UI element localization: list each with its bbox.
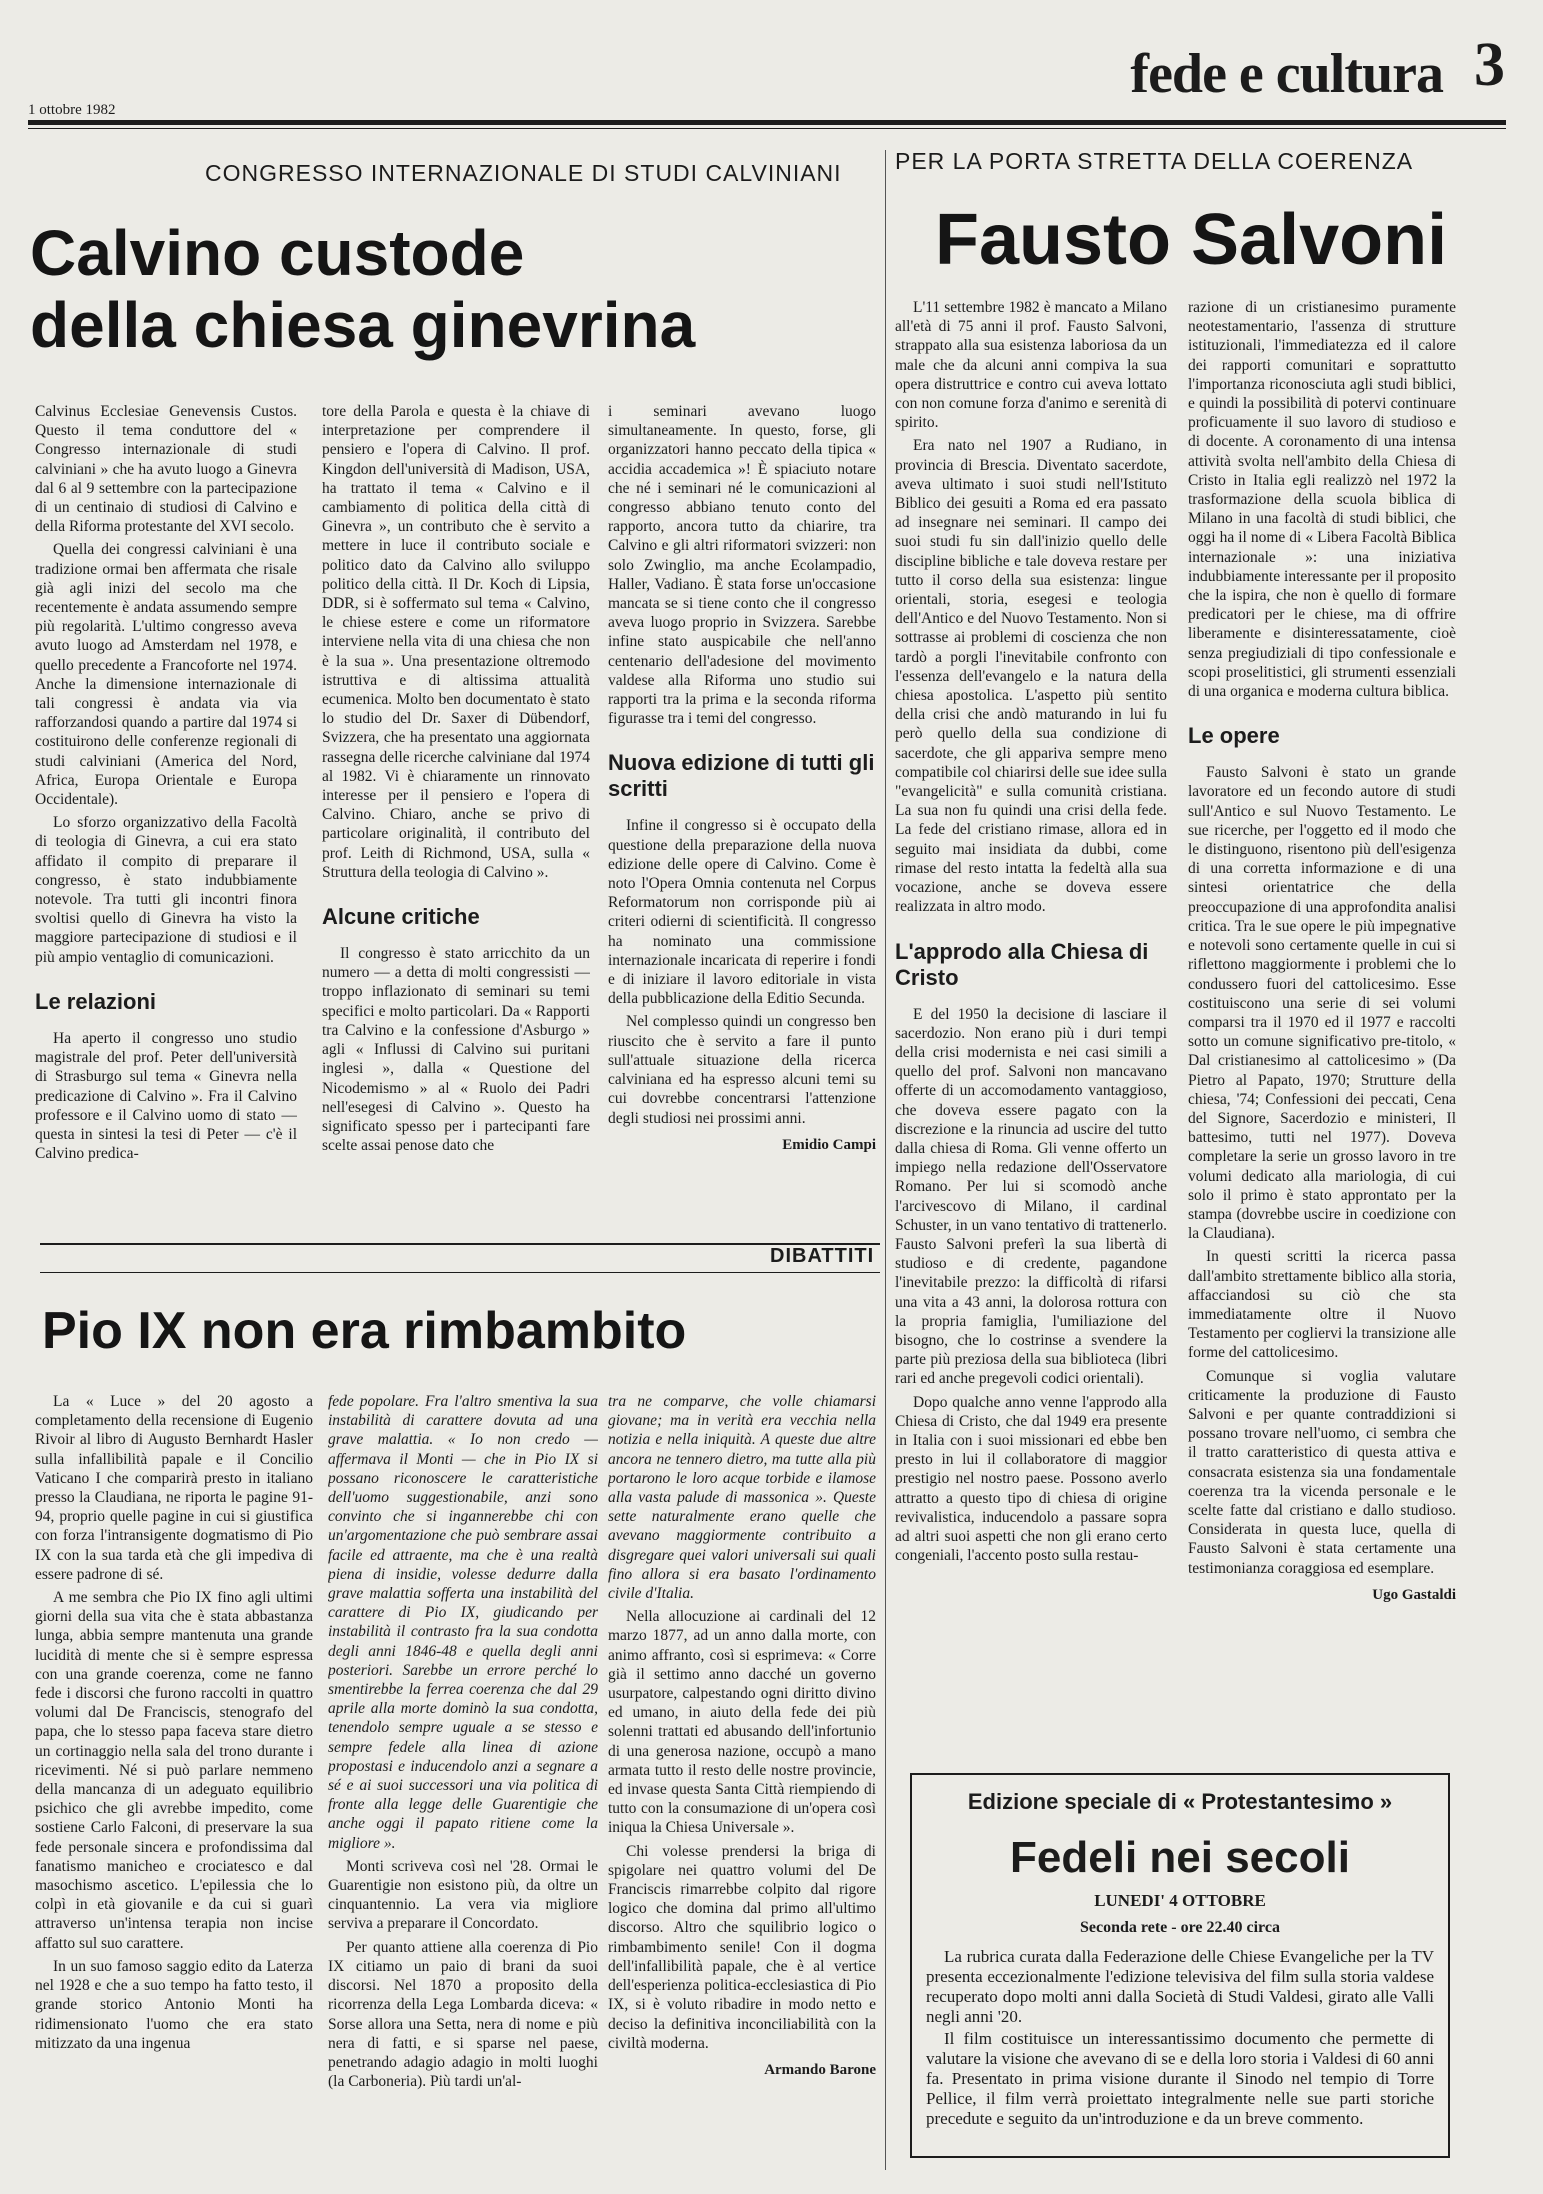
pio-c3-p2: Nella allocuzione ai cardinali del 12 marzo 1877, ad un anno dalla morte, con animo affranto, così si esprimeva: « Corre già il settimo anno dacché un governo usurpatore, calpestando ogni diritto divino ed umano, in aiuto della fede dei più solenni trattati ed abusando dell'infortunio di una generosa nazione, occupò a mano armata tutto il resto delle nostre provincie, ed invase questa Santa Città riempiendo di tutto con la consumazione di un'opera così iniqua la Chiesa Universale ». xyxy=(608,1608,876,1837)
kicker-salvoni: PER LA PORTA STRETTA DELLA COERENZA xyxy=(895,148,1414,174)
debate-tag: DIBATTITI xyxy=(770,1245,875,1267)
salvoni-c2-p3: In questi scritti la ricerca passa dall'ambito strettamente biblico alla storia, affacciandosi su ciò che sta immediatamente oltre il Nuovo Testamento per cogliervi la transizione alle forme del cattolicesimo. xyxy=(1188,1248,1456,1362)
debate-rule xyxy=(40,1243,880,1245)
calvino-c1-p2: Quella dei congressi calviniani è una tradizione ormai ben affermata che risale già agli inizi del secolo ma che recentemente è andata assumendo sempre più regolarità. L'ultimo congresso aveva avuto luogo ad Amsterdam nel 1978, e quello precedente a Francoforte nel 1974. Anche la dimensione internazionale di tali congressi è andata via via rafforzandosi quando a partire dal 1974 si costituirono delle conferenze regionali di studi calviniani (America del Nord, Africa, Europa Orientale e Europa Occidentale). xyxy=(35,541,297,809)
subhead-approdo: L'approdo alla Chiesa di Cristo xyxy=(895,938,1149,990)
salvoni-c1-p2: Era nato nel 1907 a Rudiano, in provincia di Brescia. Diventato sacerdote, aveva ultimato i suoi studi nell'Istituto Biblico dei gesuiti a Roma ed era passato ad insegnare nei seminari. Il campo dei suoi studi fu sin dall'inizio quello delle discipline bibliche e tale doveva restare per tutto il corso della sua esistenza: lingue orientali, storia, esegesi e teologia dell'Antico e del Nuovo Testamento. Non si sottrasse ai problemi di coscienza che non tardò a porgli l'inevitabile confronto con l'essenza dell'evangelo e la natura della chiesa apostolica. L'aspetto più sentito della crisi che andò maturando in lui fu però quello della sua condizione di sacerdote, che gli appariva sempre meno compatibile col chiarirsi delle sue idee sulla "evangelicità" e sulla comunità cristiana. La sua non fu quindi una crisi della fede. La fede del cristiano rimase, allora ed in seguito mai insidiata da dubbi, come rimase del resto intatta la fedeltà alla sua vocazione, anche se doveva essere realizzata in altro modo. xyxy=(895,437,1167,916)
calvino-c3-p1: i seminari avevano luogo simultaneamente. In questo, forse, gli organizzatori hanno peccato della tipica « accidia accademica »! È spiaciuto notare che né i seminari né le comunicazioni al congresso abbiano tenuto conto del rapporto, ancora tutto da chiarire, tra Calvino e gli altri riformatori svizzeri: non solo Zwinglio, ma anche Ecolampadio, Haller, Vadiano. È stata forse un'occasione mancata se si tiene conto che il congresso aveva luogo proprio in Svizzera. Sarebbe infine stato auspicabile che nell'anno centenario dell'adesione del movimento valdese alla Riforma uno studio sui rapporti tra la prima e la seconda riforma figurasse tra i temi del congresso. xyxy=(608,403,876,728)
masthead-rule xyxy=(28,120,1506,125)
signature-barone: Armando Barone xyxy=(764,2061,876,2078)
pio-c1-p1: La « Luce » del 20 agosto a completamento della recensione di Eugenio Rivoir al libro di Augusto Bernhardt Hasler sulla infallibilità papale e il Concilio Vaticano I che comparirà presto in italiano presso la Claudiana, ne riporta le pagine 91-94, proprio quelle pagine in cui si giustifica con forza l'intransigente dogmatismo di Pio IX con la sua tarda età che gli impediva di essere padrone di sé. xyxy=(35,1393,313,1583)
tv-box-title: Fedeli nei secoli xyxy=(1010,1833,1350,1882)
pio-c2-p2: Monti scriveva così nel '28. Ormai le Guarentigie non esistono più, da oltre un cinquantennio. La vera via migliore serviva a preparare il Concordato. xyxy=(328,1857,598,1933)
subhead-critiche: Alcune critiche xyxy=(322,904,480,930)
tv-announcement-box xyxy=(910,1773,1450,2158)
calvino-c2-p2: Il congresso è stato arricchito da un numero — a detta di molti congressisti — troppo inflazionato di seminari su temi specifici e molto particolari. Da « Rapporti tra Calvino e la confessione d'Asburgo » agli « Influssi di Calvino sui puritani inglesi », dalla « Questione del Nicodemismo » al « Ruolo dei Padri nell'esegesi di Calvino ». Questo ha significato spesso per i partecipanti fare scelte assai penose dato che xyxy=(322,945,590,1155)
pio-c2-p3: Per quanto attiene alla coerenza di Pio IX citiamo un paio di brani da suoi discorsi. Nel 1870 a proposito della ricorrenza della Lega Lombarda diceva: « Sorse allora una Setta, nera di nome e più nera di fatti, e si sparse nel paese, penetrando adagio adagio in molti luoghi (la Carboneria). Più tardi un'al- xyxy=(328,1938,598,2091)
salvoni-c1-p4: Dopo qualche anno venne l'approdo alla Chiesa di Cristo, che dal 1949 era presente in Italia con i suoi missionari ed ebbe ben presto in lui il collaboratore di maggior prestigio nel nostro paese. Possono averlo attratto a questo tipo di chiesa di origine revivalistica, inducendolo a passare sopra ad altri suoi aspetti che non gli erano certo congeniali, l'accento posto sulla restau- xyxy=(895,1393,1167,1565)
salvoni-c2-p4: Comunque si voglia valutare criticamente la produzione di Fausto Salvoni e per quante contraddizioni si possano trovare nell'uomo, ci sembra che il tratto caratteristico di questa attiva e consacrata esistenza sia una fondamentale coerenza tra la vicenda personale e le scelte fatte dal cristiano e dallo studioso. Considerata in questa luce, quella di Fausto Salvoni è stata certamente una testimonianza coraggiosa ed esemplare. xyxy=(1188,1367,1456,1577)
tv-box-p1: La rubrica curata dalla Federazione delle Chiese Evangeliche per la TV presenta eccezionalmente l'edizione televisiva del film sulla storia valdese recuperato dopo molti anni dalla Società di Studi Valdesi, girato alle Valli negli anni '20. xyxy=(926,1947,1434,2026)
calvino-c1-p4: Ha aperto il congresso uno studio magistrale del prof. Peter dell'università di Strasburgo sul tema « Ginevra nella predicazione di Calvino ». Fra il Calvino professore e il Calvino uomo di stato — questa in sintesi la tesi di Peter — c'è il Calvino predica- xyxy=(35,1029,297,1163)
calvino-c1-p3: Lo sforzo organizzativo della Facoltà di teologia di Ginevra, a cui era stato affidato il compito di preparare il congresso, è stato indubbiamente notevole. Tra tutti gli incontri finora svoltisi quello di Ginevra ha visto la maggiore partecipazione di studiosi e il più ampio ventaglio di comunicazioni. xyxy=(35,814,297,966)
salvoni-c1-p3: E del 1950 la decisione di lasciare il sacerdozio. Non erano più i duri tempi della crisi modernista e nei casi simili a quello del prof. Salvoni non mancavano offerte di un accomodamento vantaggioso, che doveva essere pagato con la discrezione e la rinuncia ad uscire del tutto dalla chiesa di Roma. Gli venne offerto un impiego nella redazione dell'Osservatore Romano. Per lui si scomodò anche l'arcivescovo di Milano, il cardinal Schuster, in un vano tentativo di trattenerlo. Fausto Salvoni preferì la sua libertà di studioso e di credente, pagandone l'inevitabile prezzo: la difficoltà di rifarsi una vita a 43 anni, la dolorosa rottura con la propria famiglia, l'umiliazione del bisogno, che lo costrinse a svendere la parte più preziosa della sua biblioteca (libri rari ed anche pregevoli codici orientali). xyxy=(895,1005,1167,1388)
subhead-edizione: Nuova edizione di tutti gli scritti xyxy=(608,750,875,802)
kicker-calvino: CONGRESSO INTERNAZIONALE DI STUDI CALVINIANI xyxy=(205,160,842,186)
pio-c3-p1 xyxy=(608,1392,876,1603)
headline-salvoni: Fausto Salvoni xyxy=(935,200,1448,280)
pio-c2-p1 xyxy=(328,1392,598,1853)
pio-c1-p2: A me sembra che Pio IX fino agli ultimi giorni della sua vita che è stata abbastanza lunga, abbia sempre mantenuta una grande lucidità di mente che si è sempre espressa con una grande coerenza, come ne fanno fede i discorsi che furono raccolti in quattro volumi dal De Franciscis, stenografo del papa, che lo stesso papa faceva stare dietro un cortinaggio nella sala del trono durante i ricevimenti. Né si può parlare nemmeno della mancanza di un adeguato equilibrio psichico che gli avrebbe impedito, come sostiene Carlo Falconi, di preservare la sua fede personale sincera e profondissima dal fanatismo manicheo e crociatesco e dal masochismo ascetico. L'epilessia che lo colpì in età giovanile e da cui si guarì attraverso un'intensa terapia non incise affatto sul suo carattere. xyxy=(35,1589,313,1952)
tv-box-p2: Il film costituisce un interessantissimo documento che permette di valutare la visione che avevano di se e della loro storia i Valdesi di 60 anni fa. Presentato in prima visione durante il Sinodo nel tempio di Torre Pellice, il film verrà proiettato integralmente nelle sue parti storiche precedute e seguito da un'introduzione e da un breve commento. xyxy=(926,2029,1434,2128)
issue-date: 1 ottobre 1982 xyxy=(28,102,116,118)
pio-c3-p3: Chi volesse prendersi la briga di spigolare nei quattro volumi del De Franciscis rimarrebbe colpito dal rigore logico che domina dal primo all'ultimo discorso. Altro che squilibrio logico o rimbambimento senile! Con il dogma dell'infallibilità papale, che è al vertice dell'esperienza politica-ecclesiastica di Pio IX, si è voluto ribadire in modo netto e deciso la definitiva inconciliabilità con la civiltà moderna. xyxy=(608,1842,876,2052)
headline-calvino xyxy=(30,218,695,361)
salvoni-c1-p1: L'11 settembre 1982 è mancato a Milano all'età di 75 anni il prof. Fausto Salvoni, strappato alla sua esistenza laboriosa da un male che da alcuni anni compiva la sua opera distruttrice e contro cui aveva lottato con non comune forza d'animo e serenità di spirito. xyxy=(895,299,1167,432)
tv-box-header: Edizione speciale di « Protestantesimo » xyxy=(967,1789,1393,1814)
salvoni-c2-p1: razione di un cristianesimo puramente neotestamentario, l'assenza di strutture istituzionali, l'immediatezza ed il calore dei rapporti comunitari e soprattutto l'importanza riconosciuta agli studi biblici, e quindi la possibilità di potervi continuare proficuamente il suo lavoro di studioso e di docente. A coronamento di una intensa attività svolta nell'ambito della Chiesa di Cristo in Italia egli realizzò nel 1972 la trasformazione della scuola biblica di Milano in una facoltà di studi biblici, che oggi ha il nome di « Libera Facoltà Biblica internazionale »: una iniziativa indubbiamente interessante per il proposito che la ispira, che non è quello di formare predicatori per le chiese, ma di offrire liberamente e disinteressatamente, cioè senza pregiudiziali di tipo confessionale e scopi proselitistici, gli strumenti essenziali di una organica e moderna cultura biblica. xyxy=(1188,299,1456,701)
calvino-column-2 xyxy=(322,402,590,1212)
signature-campi: Emidio Campi xyxy=(782,1136,876,1153)
headline-calvino-line2: della chiesa ginevrina xyxy=(30,288,696,361)
headline-calvino-line1: Calvino custode xyxy=(30,217,525,289)
pio-c1-p3: In un suo famoso saggio edito da Laterza nel 1928 e che a suo tempo ha fatto testo, il grande storico Antonio Monti ha ridimensionato l'uomo che era stato mitizzato da una ingenua xyxy=(35,1957,313,2052)
headline-pio: Pio IX non era rimbambito xyxy=(42,1302,687,1360)
subhead-relazioni: Le relazioni xyxy=(35,988,157,1014)
debate-rule-under xyxy=(40,1272,880,1273)
calvino-c1-p1: Calvinus Ecclesiae Genevensis Custos. Questo il tema conduttore del « Congresso internazionale di studi calviniani » che ha avuto luogo a Ginevra dal 6 al 9 settembre con la partecipazione di un centinaio di studiosi di Calvino e della Riforma protestante del XVI secolo. xyxy=(35,403,297,536)
tv-box-time: Seconda rete - ore 22.40 circa xyxy=(1080,1919,1280,1936)
calvino-c2-p1: tore della Parola e questa è la chiave di interpretazione per comprendere il pensiero e l'opera di Calvino. Il prof. Kingdon dell'università di Madison, USA, ha trattato il tema « Calvino e il cambiamento di politica della città di Ginevra », un contributo che è servito a mettere in luce il contributo sociale e politico dato da Calvino allo sviluppo politico della città. Il Dr. Koch di Lipsia, DDR, si è soffermato sul tema « Calvino, le chiese estere e come un riformatore interviene nella vita di una chiesa che non è la sua ». Una presentazione oltremodo istruttiva e di altissima attualità ecumenica. Molto ben documentato è stato lo studio del Dr. Saxer di Dübendorf, Svizzera, che ha presentato una aggiornata rassegna delle ricerche calviniane dal 1974 al 1982. Vi è chiaramente un rinnovato interesse per il pensiero e l'opera di Calvino. Chiaro, anche se privo di particolare originalità, il contributo del prof. Leith di Richmond, USA, sulla « Struttura della teologia di Calvino ». xyxy=(322,403,590,881)
section-title: fede e cultura xyxy=(1130,43,1443,105)
calvino-c3-p2: Infine il congresso si è occupato della questione della preparazione della nuova edizione delle opere di Calvino. Come è noto l'Opera Omnia contenuta nel Corpus Reformatorum non corrisponde più ai criteri odierni di scientificità. Il congresso ha nominato una commissione internazionale incaricata di reperire i fondi e di iniziare il lavoro editoriale in vista della pubblicazione della Editio Secunda. xyxy=(608,817,876,1008)
masthead-rule-thin xyxy=(28,128,1506,129)
salvoni-column-1 xyxy=(895,298,1167,1753)
pio-column-1 xyxy=(35,1392,313,2152)
page-number: 3 xyxy=(1474,31,1505,99)
subhead-opere: Le opere xyxy=(1188,723,1280,749)
column-divider xyxy=(885,150,886,2170)
calvino-c3-p3: Nel complesso quindi un congresso ben riuscito che è servito a fare il punto sull'attuale situazione della ricerca calviniana ed ha espresso alcuni temi su cui dovrebbe concentrarsi l'attenzione degli studiosi nei prossimi anni. xyxy=(608,1013,876,1127)
calvino-column-3 xyxy=(608,402,876,1212)
salvoni-c2-p2: Fausto Salvoni è stato un grande lavoratore ed un fecondo autore di studi sull'Antico e sul Nuovo Testamento. Le sue ricerche, per l'oggetto ed il modo che le distinguono, risentono più dell'esigenza di una corretta informazione e di una sintesi orientatrice che della preoccupazione di una approfondita analisi critica. Tra le sue opere le più impegnative e notevoli sono certamente quelle in cui si riflettono maggiormente i problemi che lo condussero fuori del cattolicesimo. Esse costituiscono una serie di sei volumi comparsi tra il 1970 ed il 1977 e raccolti sotto un comune significativo pre-titolo, « Dal cristianesimo al cattolicesimo » (Da Pietro al Papato, 1970; Strutture della chiesa, '74; Confessioni dei peccati, Cena del Signore, Sacerdozio e ministeri, Il battesimo, tutti nel 1977). Doveva completare la serie un grosso lavoro in tre volumi dedicato alla mariologia, di cui solo il primo è stato approntato per la stampa (dovrebbe uscire in coedizione con la Claudiana). xyxy=(1188,764,1456,1243)
pio-column-2 xyxy=(328,1392,598,2152)
pio-c3-p1-text: tra ne comparve, che volle chiamarsi giovane; ma in verità era vecchia nella notizia e nella iniquità. A queste due altre ancora ne tennero dietro, ma tutte alla più portarono le loro acque torbide e ilamose alla vasta palude di massonica ». Queste sette naturalmente erano quelle che avevano maggiormente contribuito a disgregare quei valori universali sui quali fino allora si era basato l'ordinamento civile d'Italia. xyxy=(608,1393,876,1603)
pio-column-3 xyxy=(608,1392,876,2152)
tv-box-date: LUNEDI' 4 OTTOBRE xyxy=(1094,1891,1266,1910)
signature-gastaldi: Ugo Gastaldi xyxy=(1372,1586,1456,1603)
salvoni-column-2 xyxy=(1188,298,1456,1753)
pio-c2-p1-text: fede popolare. Fra l'altro smentiva la sua instabilità di carattere dovuta ad una grave malattia. « Io non credo — affermava il Monti — che in Pio IX si possano riconoscere le caratteristiche dell'uomo suggestionabile, anzi sono convinto che si ingannerebbe chi con un'argomentazione che può sembrare assai facile ed attraente, ma che è una realtà piena di insidie, volesse dedurre dalla grave malattia sofferta una instabilità del carattere di Pio IX, giudicando per instabilità il contrasto fra la sua condotta degli anni 1846-48 e quella degli anni posteriori. Sarebbe un errore perché lo smentirebbe la ferrea coerenza che dal 29 aprile alla morte dominò la sua condotta, tenendolo sempre uguale a se stesso e sempre fedele alla linea di azione propostasi e inducendolo anzi a segnare a sé e ai suoi successori una via politica di fronte alla legge delle Guarentigie che anche oggi il papato ritiene come la migliore ». xyxy=(328,1393,598,1852)
calvino-column-1 xyxy=(35,402,297,1212)
tv-box-body xyxy=(926,1947,1434,2129)
